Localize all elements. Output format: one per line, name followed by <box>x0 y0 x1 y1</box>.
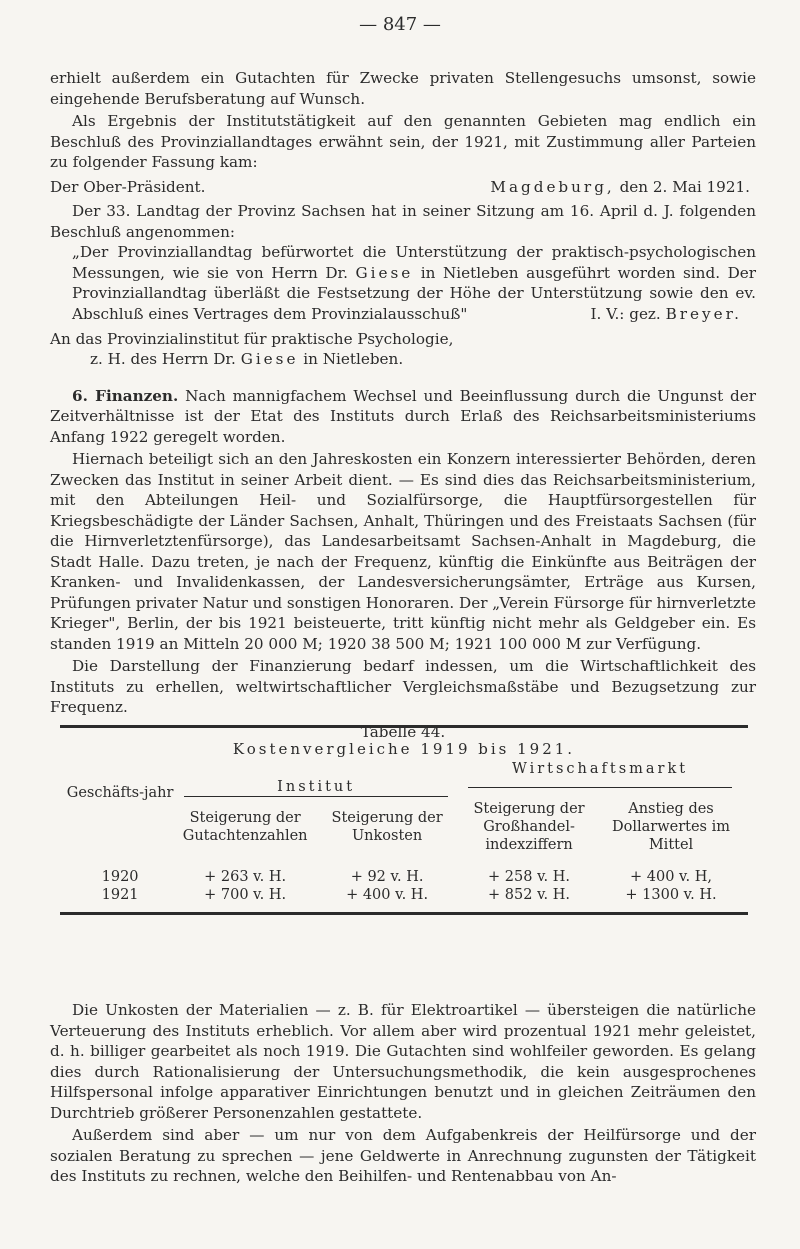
letter-date: den 2. Mai 1921. <box>619 177 750 196</box>
page-number: — 847 — <box>359 14 441 35</box>
paragraph-8: Außerdem sind aber — um nur von dem Aufgabenkreis der Heilfürsorge und der sozialen Beratung zu sprechen — jene Geldwerte in Anrechnung zugunsten der Tätigkeit des Instituts zu rechnen, welche den Beihilfen- und Rentenabbau von An- <box>50 1126 756 1185</box>
letter-place: Magdeburg, <box>490 177 615 196</box>
address-line-2: z. H. des Herrn Dr. Giese in Nietleben. <box>90 350 404 368</box>
paragraph-1: erhielt außerdem ein Gutachten für Zwecke privaten Stellengesuchs umsonst, sowie eingehende Berufsberatung auf Wunsch. <box>50 69 756 108</box>
paragraph-7: Die Unkosten der Materialien — z. B. für Elektroartikel — übersteigen die natürliche Verteuerung des Instituts erheblich. Vor allem aber wird prozentual 1921 mehr geleistet, d. h. billiger gearbeitet als noch 1919. Die Gutachten sind wohlfeiler geworden. Es gelang dies durch Rationalisierung der Untersuchungsmethodik, die kein ausgesprochenes Hilfspersonal infolge apparativer Einrichtungen benutzt und in gleichen Zeiträumen den Durchtrieb größerer Personenzahlen gestattete. <box>50 1001 756 1122</box>
table-row: 1921 + 700 v. H. + 400 v. H. + 852 v. H. + 1300 v. H. <box>101 887 717 903</box>
address-name: Giese <box>240 350 299 368</box>
header-year: Geschäfts-jahr <box>66 785 174 801</box>
header-unkosten: Steigerung der Unkosten <box>331 810 443 844</box>
resolution-quote: „Der Provinziallandtag befürwortet die Unterstützung der praktisch-psychologischen Messungen, wie sie von Herrn Dr. Giese in Nietleben ausgeführt worden sind. Der Provinziallandtag überläßt die Festsetzung der Höhe der Unterstützung sowie den ev. Abschluß eines Vertrages dem Provinzialausschuß" <box>72 243 757 323</box>
paragraph-landtag: Der 33. Landtag der Provinz Sachsen hat in seiner Sitzung am 16. April d. J. folgenden Beschluß angenommen: <box>50 202 756 241</box>
text-block-bottom <box>50 1000 756 1187</box>
address-line-1: An das Provinzialinstitut für praktische Psychologie, <box>50 329 454 348</box>
header-grosshandel: Steigerung der Großhandel-indexziffern <box>473 801 585 853</box>
table-caption: Tabelle 44. <box>360 722 446 741</box>
paragraph-6: Die Darstellung der Finanzierung bedarf indessen, um die Wirtschaftlichkeit des Instituts zu erhellen, weltwirtschaftlicher Vergleichsmaßstäbe und Bezugsetzung zur Frequenz. <box>50 657 756 716</box>
section-finanzen: 6. Finanzen. Nach mannigfachem Wechsel und Beeinflussung durch die Ungunst der Zeitverhältnisse ist der Etat des Instituts durch Erlaß des Reichsarbeitsministeriums Anfang 1922 geregelt worden. <box>50 386 756 446</box>
group-wirtschaftsmarkt: Wirtschaftsmarkt <box>511 761 689 777</box>
cost-comparison-table <box>60 725 748 915</box>
paragraph-2: Als Ergebnis der Institutstätigkeit auf den genannten Gebieten mag endlich ein Beschluß des Provinziallandtages erwähnt sein, der 1921, mit Zustimmung aller Parteien zu folgender Fassung kam: <box>50 112 756 171</box>
signature: I. V.: gez. Breyer. <box>590 305 742 323</box>
text-block-top <box>50 68 756 742</box>
header-gutachten: Steigerung der Gutachtenzahlen <box>182 810 308 844</box>
signature-name: Breyer. <box>665 305 742 323</box>
name-giese: Giese <box>355 263 414 282</box>
brace-markt <box>468 787 732 791</box>
paragraph-5: Hiernach beteiligt sich an den Jahreskosten ein Konzern interessierter Behörden, deren Zwecken das Institut in seiner Arbeit dient. — Es sind dies das Reichsarbeitsministerium, mit den Abteilungen Heil- und Sozialfürsorge, die Hauptfürsorgestellen für Kriegsbeschädigte der Länder Sachsen, Anhalt, Thüringen und des Freistaats Sachsen (für die Hirnverletztenfürsorge), das Landesarbeitsamt Sachsen-Anhalt in Magdeburg, die Stadt Halle. Dazu treten, je nach der Frequenz, künftig die Einkünfte aus Beiträgen der Kranken- und Invalidenkassen, der Landesversicherungsämter, Erträge aus Kursen, Prüfungen privater Natur und sonstigen Honoraren. Der „Verein Fürsorge für hirnverletzte Krieger", Berlin, der bis 1921 beisteuerte, tritt künftig nicht mehr als Geldgeber ein. Es standen 1919 an Mitteln 20 000 M; 1920 38 500 M; 1921 100 000 M zur Verfügung. <box>50 450 756 653</box>
header-dollar: Anstieg des Dollarwertes im Mittel <box>612 801 730 853</box>
section-heading: 6. Finanzen. <box>72 386 179 405</box>
letter-from: Der Ober-Präsident. <box>50 177 206 196</box>
letter-header <box>50 177 756 198</box>
table-title: Kostenvergleiche 1919 bis 1921. <box>232 740 576 758</box>
table-row: 1920 + 263 v. H. + 92 v. H. + 258 v. H. + 400 v. H, <box>101 869 712 885</box>
group-institut: Institut <box>277 779 356 795</box>
